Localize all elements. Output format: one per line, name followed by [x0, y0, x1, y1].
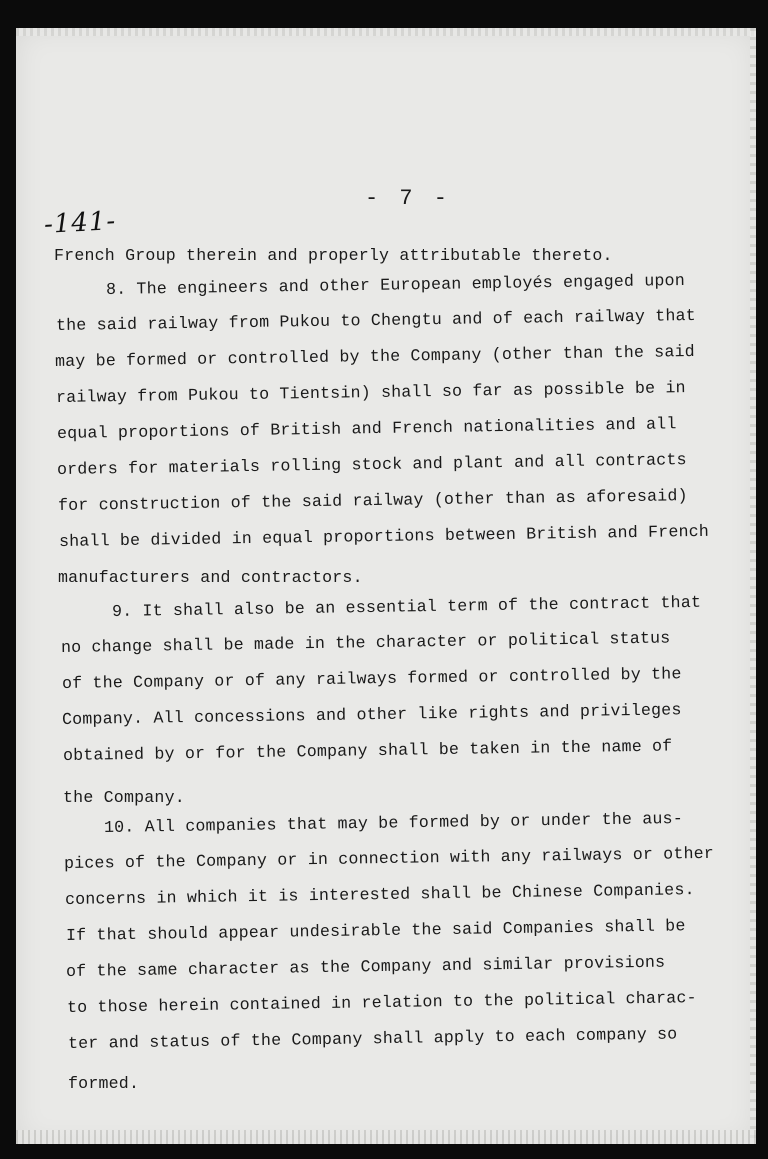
text-line: 10. All companies that may be formed by or under the aus-: [103, 808, 684, 837]
text-line: French Group therein and properly attributable thereto.: [54, 246, 613, 265]
text-line: to those herein contained in relation to the political charac-: [66, 988, 697, 1017]
text-line: formed.: [68, 1074, 140, 1093]
text-line: 9. It shall also be an essential term of the contract that: [111, 592, 702, 621]
text-line: may be formed or controlled by the Company (other than the said: [54, 341, 696, 371]
text-line: of the Company or of any railways formed or controlled by the: [61, 664, 682, 693]
text-line: the said railway from Pukou to Chengtu and of each railway that: [55, 305, 697, 335]
text-line: no change shall be made in the character or political status: [60, 628, 671, 657]
text-line: ter and status of the Company shall apply to each company so: [67, 1024, 678, 1053]
page-number: - 7 -: [365, 186, 452, 211]
page-bottom-edge: [16, 1130, 756, 1144]
page-top-edge: [16, 28, 756, 36]
text-line: the Company.: [63, 788, 185, 807]
text-line: If that should appear undesirable the said Companies shall be: [65, 916, 686, 945]
text-line: obtained by or for the Company shall be taken in the name of: [62, 736, 673, 765]
text-line: concerns in which it is interested shall be Chinese Companies.: [64, 880, 695, 909]
text-line: shall be divided in equal proportions between British and French: [58, 521, 710, 551]
text-line: orders for materials rolling stock and plant and all contracts: [56, 450, 687, 479]
document-page: [16, 28, 756, 1144]
text-line: for construction of the said railway (other than as aforesaid): [57, 486, 688, 515]
handwritten-page-mark: -141-: [43, 206, 117, 240]
text-line: railway from Pukou to Tientsin) shall so far as possible be in: [55, 378, 686, 407]
text-line: equal proportions of British and French nationalities and all: [56, 414, 677, 443]
text-line: 8. The engineers and other European employés engaged upon: [105, 270, 686, 299]
page-right-edge: [750, 28, 756, 1144]
text-line: Company. All concessions and other like rights and privileges: [61, 700, 682, 729]
text-line: manufacturers and contractors.: [58, 568, 363, 587]
text-line: pices of the Company or in connection with any railways or other: [63, 843, 715, 873]
text-line: of the same character as the Company and similar provisions: [65, 952, 666, 981]
